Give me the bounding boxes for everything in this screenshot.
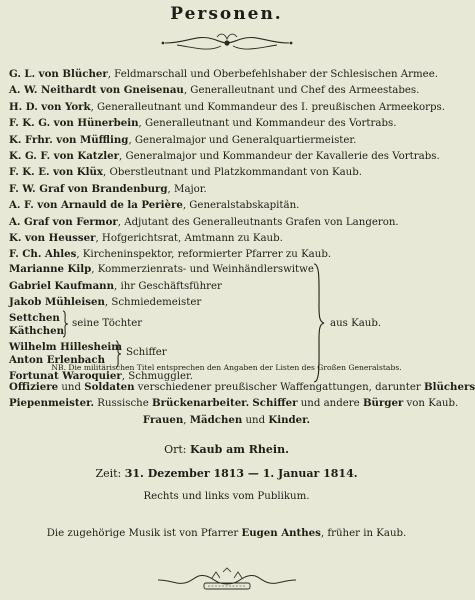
time-line (0, 467, 453, 480)
person-name: Käthchen (9, 325, 65, 337)
boatmen-label: Schiffer (126, 347, 167, 358)
person-desc: , Kommerzienrats- und Weinhändlerswitwe (91, 264, 314, 275)
person-desc: , Adjutant des Generalleutnants Grafen von Langeron. (117, 216, 399, 228)
list-item (9, 66, 447, 82)
music-line (0, 527, 453, 539)
person-name: K. G. F. von Katzler (9, 149, 120, 162)
extras-text: Piepenmeister. (9, 397, 95, 409)
footer-ornament (0, 568, 453, 596)
person-desc: , Major. (167, 183, 207, 195)
extras-text: Brückenarbeiter. (152, 397, 250, 409)
daughters-label: seine Töchter (72, 318, 143, 329)
person-name: F. W. Graf von Brandenburg (9, 182, 168, 195)
list-item (9, 82, 447, 98)
person-desc: , Generalleutnant und Kommandeur des I. preußischen Armeekorps. (90, 101, 445, 113)
extras-text: Russische (94, 398, 153, 409)
composer-name: Eugen Anthes (241, 527, 321, 539)
person-name: Jakob Mühleisen (9, 296, 105, 308)
title-ornament (0, 30, 453, 60)
place-line (0, 443, 453, 456)
person-name: K. von Heusser (9, 231, 96, 244)
person-name: A. W. Neithardt von Gneisenau (9, 84, 184, 97)
music-text: Die zugehörige Musik ist von Pfarrer (46, 528, 242, 539)
person-name: Fortunat Waroquier (9, 370, 122, 382)
list-item (9, 312, 60, 324)
extras-text: Blüchers (423, 381, 475, 393)
list-item (9, 181, 447, 197)
extras-line-3 (0, 414, 453, 426)
list-item (9, 115, 447, 131)
person-desc: , Generalleutnant und Kommandeur des Vortrabs. (138, 118, 397, 130)
list-item (9, 214, 447, 230)
extras-text: Schiffer (252, 397, 298, 409)
extras-text: und andere (297, 398, 363, 409)
person-name: G. L. von Blücher (9, 68, 108, 80)
person-name: Wilhelm Hillesheim (9, 341, 123, 353)
person-desc: , Generalstabskapitän. (182, 200, 300, 212)
footnote: NB. Die militärischen Titel entsprechen den Angaben der Listen des Großen Generalstabs. (51, 363, 402, 372)
list-item (9, 197, 447, 213)
list-item (9, 280, 222, 292)
person-desc: , Generalmajor und Kommandeur der Kavallerie des Vortrabs. (119, 150, 440, 162)
person-name: F. K. E. von Klüx (9, 166, 103, 179)
ornament-icon (152, 568, 302, 592)
list-item (9, 246, 447, 262)
person-desc: , Schmuggler. (121, 371, 194, 382)
list-item (9, 263, 314, 275)
list-item (9, 230, 447, 246)
extras-text: Frauen (142, 414, 184, 426)
person-name: A. F. von Arnauld de la Perière (9, 199, 183, 212)
brace-icon (60, 309, 70, 339)
origin-label: aus Kaub. (330, 318, 382, 329)
person-desc: , Generalleutnant und Chef des Armeestabes. (183, 85, 420, 97)
person-desc: , Feldmarschall und Oberbefehlshaber der Schlesischen Armee. (107, 69, 438, 80)
person-name: F. Ch. Ahles (9, 248, 77, 261)
extras-text: verschiedener preußischer Waffengattungen, darunter (134, 382, 424, 393)
person-name: Anton Erlenbach (9, 354, 105, 366)
person-name: Marianne Kilp (9, 263, 92, 275)
extras-text: und (58, 382, 85, 393)
time-label: Zeit: (95, 467, 125, 480)
person-name: A. Graf von Fermor (9, 215, 118, 228)
ornament-icon (157, 30, 297, 56)
person-name: Settchen (9, 312, 60, 324)
person-desc: , Generalmajor und Generalquartiermeister. (128, 134, 357, 146)
extras-text: und (242, 415, 269, 426)
persons-list (9, 66, 447, 263)
person-name: Gabriel Kaufmann (9, 280, 114, 292)
person-desc: , Kircheninspektor, reformierter Pfarrer zu Kaub. (76, 249, 332, 261)
list-item (9, 296, 201, 308)
person-desc: , Oberstleutnant und Platzkommandant von Kaub. (102, 167, 362, 179)
list-item (9, 148, 447, 164)
list-item (9, 341, 122, 353)
person-name: H. D. von York (9, 100, 91, 113)
person-name: K. Frhr. von Müffling (9, 133, 129, 146)
person-desc: , Schmiedemeister (104, 297, 202, 308)
extras-text: von Kaub. (403, 398, 459, 409)
list-item (9, 99, 447, 115)
list-item (9, 325, 64, 337)
extras-text: Mädchen (189, 414, 243, 426)
person-name: F. K. G. von Hünerbein (9, 117, 139, 130)
audience-line: Rechts und links vom Publikum. (143, 491, 310, 502)
extras-text: Kinder. (268, 414, 311, 426)
time-value: 31. Dezember 1813 — 1. Januar 1814. (124, 467, 358, 480)
person-desc: , ihr Geschäftsführer (114, 281, 222, 292)
page-title: Personen. (170, 4, 283, 24)
extras-text: , (183, 415, 190, 426)
extras-line-1 (9, 381, 475, 393)
place-value: Kaub am Rhein. (189, 443, 289, 456)
person-desc: , Hofgerichtsrat, Amtmann zu Kaub. (95, 232, 283, 244)
extras-line-2 (9, 397, 459, 409)
place-label: Ort: (164, 443, 190, 456)
extras-text: Bürger (362, 397, 404, 409)
list-item (9, 164, 447, 180)
list-item (9, 132, 447, 148)
extras-text: Offiziere (9, 381, 59, 393)
music-text: , früher in Kaub. (320, 528, 407, 539)
extras-text: Soldaten (84, 381, 135, 393)
